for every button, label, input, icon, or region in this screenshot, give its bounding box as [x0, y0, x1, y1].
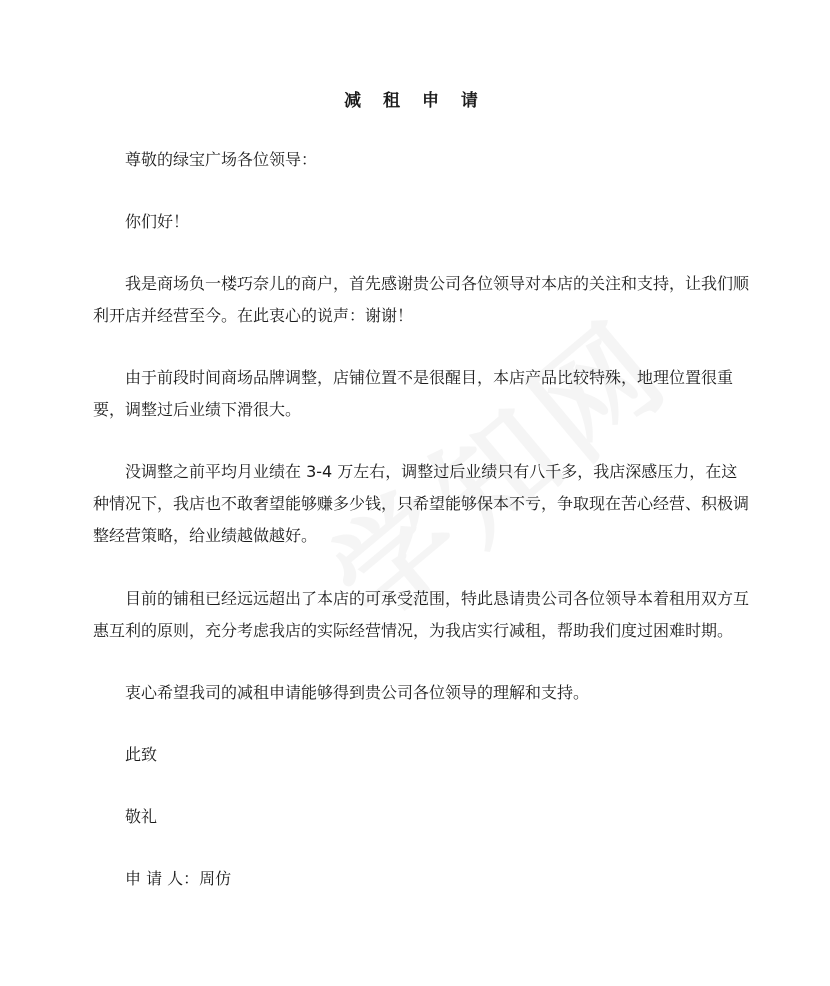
document-title: 减 租 申 请: [344, 91, 486, 111]
applicant-signature: 申 请 人：周仿: [125, 869, 232, 888]
paragraph-1: 我是商场负一楼巧奈儿的商户，首先感谢贵公司各位领导对本店的关注和支持，让我们顺利开店并经营至今。在此衷心的说声：谢谢！: [93, 274, 750, 325]
paragraph-2: 由于前段时间商场品牌调整，店铺位置不是很醒目，本店产品比较特殊，地理位置很重要，调整过后业绩下滑很大。: [93, 368, 734, 419]
closing-salutation-1: 此致: [125, 745, 158, 764]
paragraph-4: 目前的铺租已经远远超出了本店的可承受范围，特此恳请贵公司各位领导本着租用双方互惠互利的原则，充分考虑我店的实际经营情况，为我店实行减租，帮助我们度过困难时期。: [93, 589, 750, 640]
hello-line: 你们好！: [125, 212, 190, 231]
paragraph-5: 衷心希望我司的减租申请能够得到贵公司各位领导的理解和支持。: [125, 683, 590, 702]
paragraph-3: 没调整之前平均月业绩在 3-4 万左右，调整过后业绩只有八千多，我店深感压力，在这种情况下，我店也不敢奢望能够赚多少钱，只希望能够保本不亏，争取现在苦心经营、积极调整经营策略，给业绩越做越好。: [93, 462, 750, 545]
closing-salutation-2: 敬礼: [125, 807, 158, 826]
greeting: 尊敬的绿宝广场各位领导：: [125, 150, 318, 169]
